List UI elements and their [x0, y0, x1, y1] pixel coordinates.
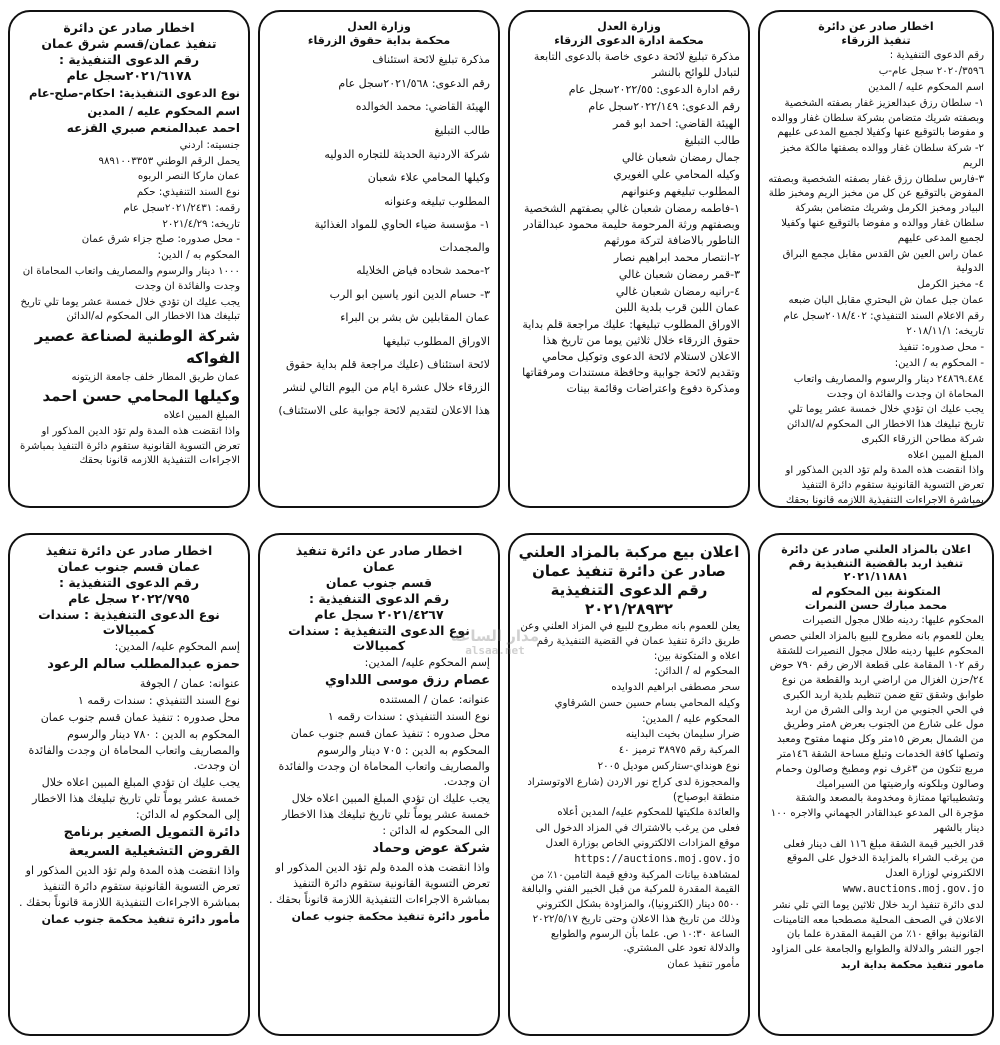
notice-line: احمد عبدالمنعم صبري القزعه	[66, 121, 240, 136]
notice-line: عمان جبل عمان ش البحتري مقابل البان ضبعه	[788, 294, 984, 306]
notice-line: ١٠٠٠ دينار والرسوم والمصاريف واتعاب المحاماة ان وجدت والفائدة ان وجدت	[22, 265, 240, 292]
notice-body	[768, 49, 984, 508]
notice-line: قسم جنوب عمان	[325, 575, 433, 590]
notice-line: واذا انقضت هذه المدة ولم تؤد الدين المذكور او تعرض التسوية القانونية ستقوم دائرة التنفيذ بمباشرة الاجراءات التنفيذية اللازمه قانونا بحقك	[20, 425, 240, 467]
notice-line: يعلن للعموم بانه مطروح للبيع بالمزاد العلني حصص المحكوم عليها ردينه طلال مجول النصيرات للشقة رقم ١٠٢ المقامة على قطعة الارض رقم ٧٩٠ حوض ٢٤/حزن الغزال من اراضي اربد والقطعة من نوع طوابق وشقق تقع ضمن تنظيم بلدية اربد الكبرى في الحي الجنوبي من اربد والى الشرق من اربد مول على شارع من الجنوب بعرض ٨متر وطريق من الشمال بعرض ١٥متر وكل منهما مفتوح ومعبد وتصلها كافة الخدمات وتبلغ مساحة الشقة ١٤٦متر مربع تتكون من ٣غرف نوم ومطبخ وصالون وحمام وصالون وبلكونه وارضيتها من السيراميك وتشطيباتها ممتازة ومخدومة بالمصعد والشقة مؤجرة الى المدعو عبدالقادر الجهماني والاجره ١٠٠ دينار بالشهر	[769, 630, 984, 834]
notice-heading	[518, 543, 740, 618]
notice-line: رقم ادارة الدعوى: ٢٠٢٢/٥٥سجل عام	[568, 83, 740, 97]
notice-line: ٢- شركة سلطان غفار ووالده بصفتها مالكة مخبز الريم	[780, 143, 984, 169]
notice-line: تاريخه: ٢٠١٨/١١/١	[906, 326, 984, 338]
notice-line: تنفيذ الزرقاء	[841, 34, 911, 48]
notice-line: وزارة العدل	[597, 20, 661, 33]
notice-line: ٢-انتصار محمد ابراهيم نصار	[613, 250, 740, 264]
notice-line: ٢-محمد شحاده فياض الخلايله	[356, 264, 490, 278]
notice-line: ١-فاطمه رمضان شعبان غالي بصفتهم الشخصية وبصفتهم ورثة المرحومة حليمة محمود عبدالقادر الناطور بالاضافة لتركة مورثهم	[523, 201, 740, 247]
notice-line: اخطار صادر عن دائرة تنفيذ	[295, 543, 463, 558]
notice-line: نوع السند التنفيذي: حكم	[136, 187, 240, 199]
notice-line: المطلوب تبليغهم وعنوانهم	[621, 184, 740, 198]
notice-body	[518, 620, 740, 973]
notice-line: المحكوم به الدين : ٧٠٥ دينار والرسوم والمصاريف واتعاب المحاماة ان وجدت والفائدة ان وجدت.	[278, 743, 490, 789]
notice-line: المبلغ المبين اعلاه	[163, 410, 240, 422]
notice-line: اخطار صادر عن دائرة	[63, 20, 195, 35]
notice-line: ٣- حسام الدين انور ياسين ابو الرب	[329, 287, 490, 301]
notice-line: ١- مؤسسة ضياء الحاوي للمواد الغذائية والمجمدات	[314, 218, 490, 254]
notice-line: قدر الخبير قيمة الشقة مبلغ ١١٦ الف دينار فعلى من يرغب الشراء بالمزايدة الدخول على الموقع الالكتروني لوزارة العدل	[783, 838, 984, 880]
notice-line	[518, 853, 740, 868]
lawyer-name: وكيلها المحامي حسن احمد	[42, 387, 240, 406]
signature: مأمور دائرة تنفيذ محكمة جنوب عمان	[41, 912, 240, 926]
notice-line: ١- سلطان رزق عبدالعزيز غفار بصفته الشخصية وبصفته شريك متضامن بشركة سلطان غفار ووالده و مفوضا بالتوقيع عنها وكفيلا لجميع المدعى عليهم	[771, 97, 984, 139]
notice-line: المبلغ المبين اعلاه	[907, 449, 984, 461]
notice-line: محكمة ادارة الدعوى الزرقاء	[554, 34, 704, 48]
signature: مأمور دائرة تنفيذ محكمة جنوب عمان	[291, 909, 490, 923]
notice-line: سحر مصطفى ابراهيم الدوايده	[611, 682, 740, 694]
auction-url-link[interactable]: https://auctions.moj.gov.jo	[574, 853, 740, 865]
notice-line: عمان	[362, 559, 396, 574]
notice-amman-vehicle-auction	[508, 533, 750, 1036]
notice-heading	[18, 543, 240, 637]
notice-line: الاوراق المطلوب تبليغها	[382, 334, 490, 348]
notice-line: اسم المحكوم عليه / المدين	[868, 81, 984, 93]
notice-heading	[518, 20, 740, 47]
creditor-name: شركة الوطنية لصناعة عصير الفواكه	[34, 327, 240, 367]
notice-line: المحكوم عليه / المدين:	[642, 713, 740, 725]
notice-line: نوع السند التنفيذي : سندات رقمه ١	[77, 693, 240, 707]
site-watermark: مدار الساعة alsaa.net	[451, 627, 539, 657]
notice-line: لمشاهدة بيانات المركبة ودفع قيمة التامين١٠٪ من القيمة المقدرة للمركبة من قبل الخبير الفني والبالغة ٥٥٠٠ دينار (الكترونيا)، والمزاودة بشكل الكتروني وذلك من تاريخ هذا الاعلان وحتى تاريخ ٢٠٢٢/٥/١٧ الساعة ١٠:٣٠ ص. علما بأن الرسوم والطوابع والدلالة تعود على المشتري.	[521, 869, 740, 955]
notice-line: واذا انقضت هذه المدة ولم تؤد الدين المذكور او تعرض التسوية القانونية ستقوم دائرة التنفيذ بمباشرة الاجراءات التنفيذية اللازمة قانوناً بحقك .	[19, 863, 240, 909]
notice-line: ٢٠٢١/٦١٧٨سجل عام	[66, 68, 192, 83]
notice-line: ٣-فارس سلطان رزق غفار بصفته الشخصية وبصفته المفوض بالتوقيع عن كل من مخبز الريم ومخبز طلة البيادر ومخبز الكرمل وشريك متضامن بشركة سلطان غفار ووالده و مفوضا بالتوقيع عنها وكفيلا لجميع المدعى عليهم	[768, 173, 984, 244]
notice-line: ٣-قمر رمضان شعبان غالي	[618, 267, 740, 281]
notice-line: المركبة رقم ٣٨٩٧٥ ترميز ٤٠	[618, 745, 740, 757]
notice-line: ٤- مخبز الكرمل	[917, 279, 984, 291]
notice-irbid-auction	[758, 533, 994, 1036]
notice-south-amman-execution-2	[8, 533, 250, 1036]
notice-line: الهيئة القاضي: محمد الخوالده	[355, 100, 490, 114]
notice-line: اخطار صادر عن دائرة	[818, 20, 934, 33]
notice-body	[268, 655, 490, 925]
notice-line: نوع الدعوى التنفيذية : سندات كمبيالات	[288, 623, 470, 653]
notice-line: صادر عن دائرة تنفيذ عمان	[532, 562, 726, 580]
notice-line: رقم الدعوى: ٢٠٢٢/١٤٩سجل عام	[588, 100, 740, 114]
signature: مامور تنفيذ محكمة بداية اربد	[840, 959, 984, 971]
notice-line: المطلوب تبليغه وعنوانه	[384, 194, 490, 208]
notice-line: نوع الدعوى التنفيذية : سندات كمبيالات	[38, 607, 220, 637]
signature: مأمور تنفيذ عمان	[667, 959, 740, 971]
notice-line: والعائدة ملكيتها للمحكوم عليه/ المدين أعلاه	[557, 807, 740, 819]
creditor-name: شركة عوض وحماد	[372, 841, 490, 857]
debtor-name: عصام رزق موسى اللداوي	[324, 672, 490, 688]
notice-line: اخطار صادر عن دائرة تنفيذ	[45, 543, 213, 558]
notice-line: - محل صدوره: تنفيذ	[898, 342, 984, 354]
notice-line: رقم الدعوى التنفيذية :	[308, 591, 450, 606]
notice-line: إسم المحكوم عليه/ المدين:	[364, 656, 490, 669]
notice-line: رقم الدعوى: ٢٠٢١/٥٦٨سجل عام	[338, 76, 490, 90]
notice-line: الهيئة القاضي: احمد ابو قمر	[612, 117, 740, 131]
notice-line: وكيله المحامي علي الغويري	[613, 167, 740, 181]
notice-line: ٢٤٨٦٩.٤٨٤ دينار والرسوم والمصاريف واتعاب المحاماة ان وجدت والفائدة ان وجدت	[793, 373, 984, 400]
notice-line: طالب التبليغ	[434, 124, 490, 138]
notice-zarqa-case-management	[508, 10, 750, 508]
notice-heading	[768, 20, 984, 47]
notice-line: طالب التبليغ	[684, 134, 740, 148]
notice-line: المحكوم به / الدين:	[157, 250, 240, 262]
notice-line: لائحة استئناف (عليك مراجعة قلم بداية حقوق الزرقاء خلال عشرة ايام من اليوم التالي لنشر هذا الاعلان لتقديم لائحة جوابية على الاستئناف)	[278, 358, 490, 417]
notice-line: رقم الدعوى التنفيذية :	[58, 575, 200, 590]
notice-line: عمان قسم جنوب عمان	[57, 559, 201, 574]
notice-line: عمان طريق المطار خلف جامعة الزيتونه	[71, 371, 240, 383]
notice-body	[518, 49, 740, 397]
notice-heading	[268, 20, 490, 47]
notice-line: يجب عليك ان تؤدي المبلغ المبين اعلاه خلال خمسة عشر يوماً تلي تاريخ تبليغك هذا الاخطار إلى المحكوم له الدائن:	[32, 776, 240, 822]
notice-zarqa-appeal	[258, 10, 500, 508]
notice-line: اعلان بالمزاد العلني صادر عن دائرة	[781, 543, 971, 556]
notice-line: تنفيذ اربد بالقضية التنفيذية رقم ٢٠٢١/١١٨٨١	[788, 557, 964, 584]
notice-line: يجب عليك ان تؤدي المبلغ المبين اعلاه خلال خمسة عشر يوماً تلي تاريخ تبليغك هذا الاخطار الى المحكوم له الدائن :	[282, 792, 490, 838]
notice-line: تنفيذ عمان/قسم شرق عمان	[41, 36, 217, 51]
notice-line: مذكرة تبليغ لائحة دعوى خاصة بالدعوى التابعة لتبادل للوائح بالنشر	[533, 50, 740, 80]
notice-zarqa-execution	[758, 10, 994, 508]
creditor-name: دائرة التمويل الصغير برنامج القروض التشغيلية السريعة	[63, 825, 240, 860]
notice-line: ضرار سليمان بخيت البداينه	[625, 729, 740, 741]
notice-line: رقم الاعلام السند التنفيذي: ٢٠١٨/٤٠٢سجل عام	[783, 310, 984, 322]
notice-line	[768, 883, 984, 898]
notice-line: ٢٠٢٢/٧٩٥ سجل عام	[68, 591, 190, 606]
notice-line: والمحجوزة لدى كراج نور الاردن (شارع الاوتوستراد منطقة ابوصياح)	[527, 776, 740, 803]
notice-body	[268, 49, 490, 422]
notice-line: رقم الدعوى التنفيذية :	[58, 52, 200, 67]
auction-url-link[interactable]: www.auctions.moj.gov.jo	[842, 884, 984, 895]
notice-line: لدى دائرة تنفيذ اربد خلال ثلاثين يوما التي تلي نشر الاعلان في الصحف المحلية مصطحبا معه التامينات القانونية بواقع ١٠٪ من القيمة المقدرة علما بان اجور النشر والدلالة والطوابع والجامعة على المزاود	[771, 899, 984, 956]
notice-line: الاوراق المطلوب تبليغها: عليك مراجعة قلم بداية حقوق الزرقاء خلال ثلاثين يوما من تاريخ هذا الاعلان لاستلام لائحة الدعوى وتوكيل محامي وتقديم لائحة جوابية وحافظة مستندات ومرفقاتها ومذكرة دفوع واعتراضات وقائمة بينات	[522, 318, 740, 396]
notice-line: عمان المقابلين ش بشر بن البراء	[340, 311, 490, 325]
notice-line: وكيله المحامي بسام حسين حسن الشرقاوي	[554, 697, 740, 709]
notice-line: إسم المحكوم عليه/ المدين:	[114, 640, 240, 653]
notice-line: محمد مبارك حسن النمرات	[804, 598, 948, 612]
notice-body	[768, 614, 984, 974]
notice-heading	[768, 543, 984, 612]
notice-line: المحكوم له / الدائن:	[654, 666, 740, 678]
notice-body	[18, 639, 240, 928]
notice-line: شركة الاردنية الحديثة للتجاره الدوليه	[324, 147, 490, 161]
notice-line: مذكرة تبليغ لائحة استئناف	[372, 53, 490, 67]
notice-line: محكمة بداية حقوق الزرقاء	[307, 34, 451, 48]
notice-line: رقمه: ٢٠٢١/٢٤٣١سجل عام	[123, 202, 240, 214]
debtor-name: حمزه عبدالمطلب سالم الرعود	[47, 656, 240, 672]
notice-line: عمان ماركا النصر الربوه	[137, 171, 240, 183]
notice-line: نوع الدعوى التنفيذية: احكام-صلح-عام	[29, 86, 240, 100]
notice-line: فعلى من يرغب بالاشتراك في المزاد الدخول الى موقع المزادات الالكتروني الخاص بوزارة العدل	[535, 823, 740, 849]
notice-line: المحكوم عليها: ردينه طلال مجول النصيرات	[802, 614, 984, 626]
notice-line: ٤-رانيه رمضان شعبان غالي	[615, 284, 740, 298]
notice-heading	[18, 20, 240, 83]
notice-line: محل صدوره : تنفيذ عمان قسم جنوب عمان	[290, 726, 490, 740]
notice-line: ٢٠٢١/٤٢٦٧ سجل عام	[314, 607, 444, 622]
notice-line: جمال رمضان شعبان غالي	[621, 151, 740, 164]
notice-line: تاريخه: ٢٠٢١/٤/٢٩	[162, 218, 240, 230]
notice-line: رقم الدعوى التنفيذية	[550, 581, 708, 599]
notice-heading	[268, 543, 490, 653]
notice-line: المتكونة بين المحكوم له	[811, 584, 941, 598]
notice-line: واذا انقضت هذه المدة ولم تؤد الدين المذكور او تعرض التسوية القانونية ستقوم دائرة التنفيذ بمباشرة الاجراءات التنفيذية اللازمة قانوناً بحقك .	[269, 861, 490, 906]
notice-line: المحكوم به الدين : ٧٨٠ دينار والرسوم والمصاريف واتعاب المحاماة ان وجدت والفائدة ان وجدت.	[28, 727, 240, 773]
notice-line: يحمل الرقم الوطني ٩٨٩١٠٠٣٣٥٣	[98, 155, 240, 167]
notice-line: جنسيته: اردني	[179, 139, 240, 151]
notice-line: يجب عليك ان تؤدي خلال خمسة عشر يوما تلي تاريخ تبليغك هذا الاخطار الى المحكوم له/الدائن	[20, 296, 240, 323]
notice-line: عمان اللبن قرب بلدية اللبن	[615, 301, 740, 315]
notice-line: اسم المحكوم عليه / المدين	[87, 103, 240, 118]
notice-line: ٢٠٢١/٢٨٩٣٢	[585, 600, 673, 618]
notice-line: واذا انقضت هذه المدة ولم تؤد الدين المذكور او تعرض التسوية القانونية ستقوم دائرة التنفيذ بمباشرة الاجراءات التنفيذية اللازمه قانونا بحقك	[785, 465, 984, 507]
notice-line: عمان راس العين ش القدس مقابل مجمع البراق الدولية	[782, 248, 984, 275]
notice-line: يجب عليك ان تؤدي خلال خمسة عشر يوما تلي تاريخ تبليغك هذا الاخطار الى المحكوم له/الدائن شركة مطاحن الزرقاء الكبرى	[786, 404, 984, 445]
notice-south-amman-execution-1	[258, 533, 500, 1036]
notice-line: محل صدوره : تنفيذ عمان قسم جنوب عمان	[40, 710, 240, 724]
notice-line: عنوانه: عمان / الجوفة	[139, 676, 240, 690]
notice-line: يعلن للعموم بانه مطروح للبيع في المزاد العلني وعن طريق دائرة تنفيذ عمان في القضية التنفيذية رقم اعلاه و المتكونة بين:	[520, 621, 740, 662]
notice-line: - محل صدوره: صلح جزاء شرق عمان	[81, 234, 240, 246]
notice-line: اعلان بيع مركبة بالمزاد العلني	[518, 543, 740, 561]
notice-line: رقم الدعوى التنفيذية :	[889, 50, 984, 62]
notice-line: عنوانه: عمان / المستنده	[379, 692, 490, 706]
notice-line: وكيلها المحامي علاء شعبان	[367, 171, 490, 185]
notice-line: وزارة العدل	[347, 20, 411, 33]
notice-line: - المحكوم به / الدين:	[894, 358, 984, 369]
notice-body	[18, 85, 240, 469]
notice-east-amman-execution	[8, 10, 250, 508]
notice-line: ٢٠٢٠/٣٥٩٦ سجل عام-ب	[878, 66, 984, 78]
notice-line: نوع هونداي-ستاركس موديل ٢٠٠٥	[597, 761, 740, 773]
notice-line: نوع السند التنفيذي : سندات رقمه ١	[327, 709, 490, 723]
